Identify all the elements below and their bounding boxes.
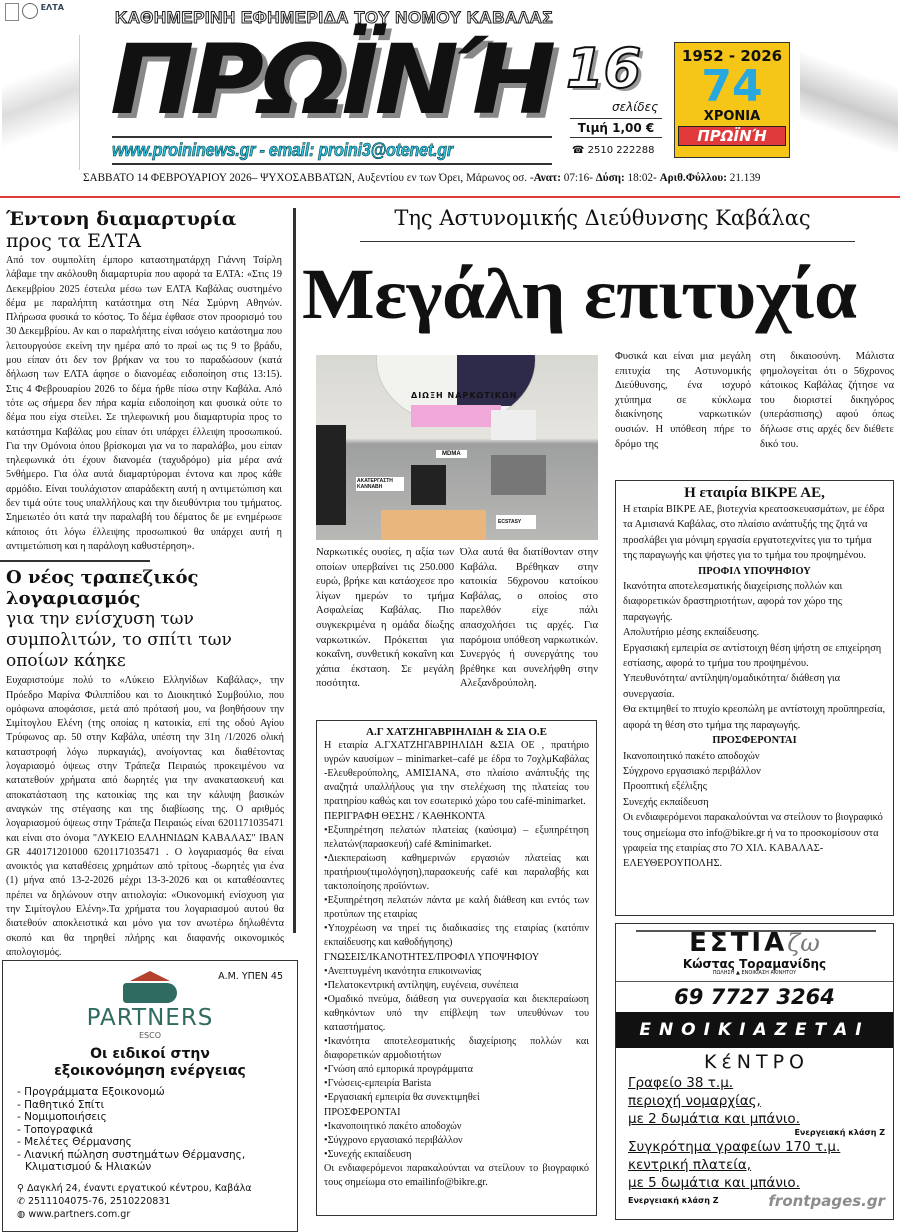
- offer-item: Συνεχής εκπαίδευση: [623, 796, 709, 808]
- ad-address: [17, 1182, 283, 1195]
- phone-icon: ✆: [17, 1195, 28, 1207]
- bikre-job-ad: [615, 480, 894, 916]
- right-column-ads: [615, 480, 894, 1220]
- story-kicker: Της Αστυνομικής Διεύθυνσης Καβάλας: [394, 206, 811, 230]
- photo-banner-text: ΔΙΩΞΗ ΝΑΡΚΩΤΙΚΩΝ: [411, 391, 518, 400]
- left-column: [2, 208, 298, 1220]
- profile-item: Απολυτήριο μέσης εκπαίδευσης.: [623, 627, 760, 639]
- service-item: - Τοπογραφικά: [17, 1123, 94, 1136]
- globe-icon: ◍: [17, 1208, 29, 1220]
- caricature-right: [800, 40, 898, 158]
- profile-item: Εργασιακή εμπειρία σε αντίστοιχη θέση ψήστη σε επιχείρηση εστίασης, αφορά το τμήμα του προψημένου.: [623, 642, 882, 670]
- article-body: Ευχαριστούμε πολύ το «Λύκειο Ελληνίδων Καβάλας», την Πρόεδρο Μαρίνα Φιλιππίδου και το Διοικητικό Συμβούλιο, που ομόφωνα αποφάσισε, μετά από πρότασή μου, να βοηθήσουν την Σιμίτογλου Ελένη (της οποίας η κατοικία, επί της οδού Αγίου Τρύφωνος αρ. 50 στην Καβάλα, υπέστη την 31η /1/2026 ολική καταστροφή λόγω πυρκαγιάς), ανοίγοντας και διαθέτοντας λογαριασμό όψεως στην Τράπεζα Πειραιώς προκειμένου να κατατεθούν χρήματα από δωρητές για την ανακατασκευή και αποκατάσταση της κατοικίας της και την κάλυψη βασικών αναγκών της στέγασης και της διαβίωσης της. Ο αριθμός λογαριασμού όψεως στην Τράπεζα Πειραιώς είναι 6201171035471 και είναι στο όνομα "ΛΥΚΕΙΟ ΕΛΛΗΝΙΔΩΝ ΚΑΒΑΛΑΣ" IBAN GR 440171201000 6201171035471 . Ο λογαριασμός θα είναι ανοικτός για καταθέσεις χρημάτων από τρίτους -δωρητές για ένα (1) μήνα από 13-2-2026 μέχρι 13-3-2026 και οι καταθέσαντες πρέπει να δηλώνουν στην αιτιολογία: «Οικονομική ενίσχυση για την Σιμίτογλου Ελένη».Τα χρήματα του λογαριασμού αυτού θα διατεθούν αποκλειστικά και μόνο για τον ανωτέρω δηλωθέντα σκοπό και θα τηρηθεί πλήρης και διαφανής οικονομικός απολογισμός.: [6, 675, 284, 958]
- sunset: 18:02-: [624, 172, 660, 184]
- estia-banner: ΕΝΟΙΚΙΑΖΕΤΑΙ: [616, 1012, 893, 1048]
- ad-title: Η εταιρία ΒΙΚΡΕ ΑΕ,: [684, 485, 825, 501]
- profile-item: Υπευθυνότητα/ αντίληψη/ομαδικότητα/ διάθεση για συνεργασία.: [623, 673, 841, 700]
- sunset-label: Δύση:: [595, 172, 625, 184]
- partners-ad: [2, 960, 298, 1232]
- ad-line: ΠΕΡΙΓΡΑΦΗ ΘΕΣΗΣ / ΚΑΘΗΚΟΝΤΑ: [324, 810, 486, 822]
- header-divider: [0, 196, 900, 198]
- service-item: - Παθητικό Σπίτι: [17, 1098, 105, 1111]
- story-column-3: Φυσικά και είναι μια μεγάλη επιτυχία της Αστυνομικής Διεύθυνσης, ένα ισχυρό χτύπημα σε κύκλωμα διακίνησης ναρκωτικών ουσιών. Η υπόθεση πήρε το δρόμο της: [615, 351, 751, 450]
- profile-item: Θα εκτιμηθεί το πτυχίο κρεοπώλη με αντίστοιχη προϋπηρεσία, αφορά τη θέση στο τμήμα της παραγωγής.: [623, 704, 886, 731]
- ad-line: •Ικανότητα αποτελεσματικής διαχείρισης πολλών και διαφορετικών αρμοδιοτήτων: [324, 1036, 589, 1062]
- estia-area: ΚέΝΤΡΟ: [704, 1051, 809, 1073]
- ad-line: ΠΡΟΣΦΕΡΟΝΤΑΙ: [324, 1106, 401, 1118]
- listing-line: με 2 δωμάτια και μπάνιο.: [628, 1111, 800, 1127]
- profile-item: Ικανότητα αποτελεσματικής διαχείρισης πολλών και διαφορετικών δραστηριοτήτων, αφορά τον χώρο της παραγωγής.: [623, 581, 843, 623]
- ad-license: Α.Μ. ΥΠΕΝ 45: [218, 971, 283, 983]
- article-body: Από τον συμπολίτη έμπορο καταστηματάρχη Γιάννη Τσίρλη λάβαμε την ακόλουθη διαμαρτυρία που αφορά τα ΕΛΤΑ: «Στις 19 Δεκεμβρίου 2025 έστειλα μέσω των ΕΛΤΑ Καβάλας συστημένο δέμα με παραλήπτη κατάστημα στη Νέα Σμύρνη Αθηνών. Πλήρωσα φυσικά το κόστος. Το δέμα έφθασε στον προορισμό του 30 Δεκεμβρίου. Αν και ο παραλήπτης είναι ισόγειο κατάστημα που λειτουργούσε εκείνη την ημέρα από το πρωί ως τις 9 το βράδυ, μου είπαν ότι δεν τον βρήκαν να του το παραδώσουν (κατά δήλωση των ΕΛΤΑ άφησε ο διανομέας ειδοποίηση στις 13:15). Στις 4 Φεβρουαρίου 2026 το δέμα ήρθε πίσω στην Καβάλα. Από τότε ως σήμερα δεν πήρα καμία ειδοποίηση και φυσικά ούτε το δέμα που είχα στείλει. Σε τηλεφωνική μου διαμαρτυρία προς το κατάστημα Καβάλας μου είπαν ότι υπάρχει έλλειψη προσωπικού. Για την Ομόνοια όπου βρίσκομαι για να το παραλάβω, μου είπαν τηλεφωνικά ότι έχουν διανομέα (ταχυδρόμο) μία μέρα ανά 5νθήμερο. Για όλα αυτά διαμαρτύρομαι έντονα και προς κάθε αρμόδιο. Είναι τουλάχιστον απαράδεκτη αυτή η αντιμετώπιση και δεν τιμά ούτε τους υπαλλήλους και την διευθύντρια του τμήματος. Σημειωτέο ότι κατά την παραλαβή του δέματος δε με ενημέρωσε κάποιος ότι λόγω έλλειψης προσωπικού θα υπάρχει αυτή η αντιμετώπιση και η παράλογη καθυστέρηση».: [6, 255, 282, 552]
- masthead-tagline: ΚΑΘΗΜΕΡΙΝΗ ΕΦΗΜΕΡΙΔΑ ΤΟΥ ΝΟΜΟΥ ΚΑΒΑΛΑΣ: [115, 8, 554, 27]
- listing-line: κεντρική πλατεία,: [628, 1157, 752, 1173]
- divider: [0, 560, 150, 562]
- phone: [572, 145, 654, 156]
- ad-line: ΓΝΩΣΕΙΣ/ΙΚΑΝΟΤΗΤΕΣ/ΠΡΟΦΙΛ ΥΠΟΨΗΦΙΟΥ: [324, 951, 540, 963]
- issue-number: 21.139: [726, 172, 761, 184]
- price: Τιμή 1,00 €: [570, 118, 662, 138]
- story-column-1: Ναρκωτικές ουσίες, η αξία των οποίων υπερβαίνει τις 250.000 ευρώ, βρήκε και κατάσχεσε προ λίγων ημερών το τμήμα Ασφαλείας Καβάλας. Πιο συγκεκριμένα η ομάδα δίωξης ναρκωτικών. Πρόκειται για κοκαΐνη, συνθετική κοκαΐνη και χάπια έκσταση. Σε μεγάλη ποσότητα.: [316, 547, 454, 690]
- offer-item: Προοπτική εξέλιξης: [623, 781, 707, 793]
- service-item: - Νομιμοποιήσεις: [17, 1111, 107, 1124]
- ad-line: •Πελατοκεντρική αντίληψη, ευγένεια, συνέπεια: [324, 979, 519, 991]
- estia-phone: 69 7727 3264: [674, 985, 835, 1009]
- masthead-web-email: [112, 136, 552, 165]
- ad-line: Οι ενδιαφερόμενοι παρακαλούνται να στείλουν το βιογραφικό τους σημείωμα στο emailinfo@bikre.gr.: [324, 1162, 589, 1188]
- caricature-left: [2, 35, 80, 170]
- ad-brand-sub: ESCO: [138, 1031, 161, 1041]
- article-subtitle: για την ενίσχυση των συμπολιτών, το σπίτι των οποίων κάηκε: [6, 609, 232, 672]
- masthead-logo: ΠΡΩΪΝΉ: [110, 24, 553, 136]
- anniversary-badge: [674, 42, 790, 158]
- issue-label: Αριθ.Φύλλου:: [659, 172, 727, 184]
- badge-brand: ΠΡΩΪΝΉ: [678, 126, 786, 146]
- kicker-rule: [360, 241, 855, 242]
- ad-tagline: Οι ειδικοί στην εξοικονόμηση ενέργειας: [54, 1046, 246, 1080]
- elta-label: ΕΛΤΑ: [40, 3, 64, 12]
- section-heading: ΠΡΟΣΦΕΡΟΝΤΑΙ: [712, 735, 797, 747]
- ad-line: •Διεκπεραίωση καθημερινών εργασιών πλατείας και πρατήριου(τιμολόγηση),παρασκευής café και παραλαβής και τακτοποίησης προϊόντων.: [324, 852, 589, 893]
- ad-line: •Γνώση από εμπορικά προγράμματα: [324, 1064, 473, 1076]
- phone-number: 2510 222288: [587, 145, 655, 156]
- estia-brand: ΕΣΤΙΑ: [689, 928, 788, 958]
- phone-text: 2511104075-76, 2510220831: [27, 1195, 171, 1207]
- estia-owner: Κώστας Τοραμανίδης: [682, 957, 827, 971]
- ad-brand: PARTNERS: [86, 1005, 214, 1032]
- listing-line: Συγκρότημα γραφείων 170 τ.μ.: [628, 1139, 841, 1155]
- section-heading: ΠΡΟΦΙΛ ΥΠΟΨΗΦΙΟΥ: [698, 565, 811, 577]
- story-column-2: Όλα αυτά θα διατίθονταν στην Καβάλα. Βρέθηκαν στην κατοικία 56χρονου κατοίκου Καβάλας, ο οποίος στο παρελθόν είχε πάλι απασχολήσει τις αρχές. Για παρόμοια υπόθεση ναρκωτικών. Συνεργός ή συνεργάτης του βρέθηκε και συνελήφθη στην Αλεξανδρούπολη.: [460, 547, 598, 690]
- roof-icon: [636, 930, 876, 932]
- estia-brand-script: ζω: [787, 929, 820, 957]
- service-item: - Λιανική πώληση συστημάτων Θέρμανσης, Κλιματισμού & Ηλιακών: [17, 1148, 246, 1174]
- photo-label: MDMA: [436, 450, 467, 458]
- ad-line: •Ικανοποιητικό πακέτο αποδοχών: [324, 1120, 462, 1132]
- ad-line: •Σύγχρονο εργασιακό περιβάλλον: [324, 1134, 463, 1146]
- ad-website: [17, 1208, 283, 1221]
- offer-item: Σύγχρονο εργασιακό περιβάλλον: [623, 765, 761, 777]
- ad-title: Α.Γ ΧΑΤΖΗΓΑΒΡΙΗΛΙΔΗ & ΣΙΑ Ο.Ε: [366, 726, 547, 738]
- ad-line: •Υποχρέωση να τηρεί τις διαδικασίες της εταιρίας (κατόπιν εκπαίδευσης και καθοδήγησης): [324, 923, 589, 949]
- story-column-4: στη δικαιοσύνη. Μάλιστα φημολογείται ότι ο 56χρονος κάτοικος Καβάλας ζήτησε να του διοριστεί δικηγόρος (υπεράσπισης) αφού όπως δήλωσε στις αρχές δεν διέθετε δικό του.: [760, 351, 894, 450]
- sunrise-label: Ανατ:: [533, 172, 561, 184]
- estia-owner-sub: ΠΩΛΗΣΗ ▲ ΕΝΟΙΚΙΑΣΗ ΑΚΙΝΗΤΟΥ: [712, 970, 797, 976]
- ad-line: •Εξυπηρέτηση πελατών πλατείας (καύσιμα) – εξυπηρέτηση πελατών(παρασκευή) café &minimarket.: [324, 824, 589, 850]
- sunrise: 07:16-: [560, 172, 596, 184]
- listing-line: περιοχή νομαρχίας,: [628, 1093, 761, 1109]
- energy-class: Ενεργειακή κλάση Ζ: [794, 1128, 885, 1137]
- ad-line: •Συνεχής εκπαίδευση: [324, 1148, 412, 1160]
- article-bank-account: [2, 567, 290, 960]
- ad-line: •Ομαδικό πνεύμα, διάθεση για συνεργασία και διεκπεραίωση καθηκόντων υπό την επίβλεψη των υπευθύνων του καταστήματος.: [324, 993, 589, 1033]
- offer-item: Ικανοποιητικό πακέτο αποδοχών: [623, 750, 760, 762]
- listing-line: με 5 δωμάτια και μπάνιο.: [628, 1175, 800, 1191]
- photo-label: ΑΚΑΤΕΡΓΑΣΤΗ ΚΑΝΝΑΒΗ: [356, 477, 404, 491]
- address-text: Δαγκλή 24, έναντι εργατικού κέντρου, Καβάλα: [26, 1182, 252, 1194]
- listing-line: Γραφείο 38 τ.μ.: [628, 1075, 734, 1091]
- ad-phone: [17, 1195, 283, 1208]
- website-text: www.partners.com.gr: [28, 1208, 131, 1220]
- date-text: ΣΑΒΒΑΤΟ 14 ΦΕΒΡΟΥΑΡΙΟΥ 2026– ΨΥΧΟΣΑΒΒΑΤΩΝ, Αυξεντίου εν των Όρει, Μάρωνος οσ. -: [83, 172, 534, 184]
- story-headline: Μεγάλη επιτυχία: [302, 254, 857, 334]
- badge-label: ΧΡΟΝΙΑ: [703, 109, 761, 124]
- article-elta: [2, 208, 290, 554]
- watermark: frontpages.gr: [768, 1192, 885, 1210]
- ad-intro: Η εταιρία ΒΙΚΡΕ ΑΕ, βιοτεχνία κρεατοσκευασμάτων, με έδρα τα Αμισιανά Καβάλας, στο πλαίσιο ανάπτυξής της ζητά να προσλάβει για μόνιμη εργασία εργατοτεχνίτες για το τμήμα της παραγωγής και ψήστες για το τμήμα του προψημένου.: [623, 504, 885, 562]
- location-pin-icon: ⚲: [17, 1182, 27, 1194]
- ad-line: Η εταιρία Α.ΓΧΑΤΖΗΓΑΒΡΙΗΛΙΔΗ &ΣΙΑ ΟΕ , πρατήριο υγρών καυσίμων – minimarket–café με έδρα το 7οχλμΚαβάλας -Ελευθερούπολης, ΑΜΙΣΙΑΝΑ, στο πλαίσιο ανάπτυξής της αναζητά υπαλλήλους για την στελέχωση της πλατείας του πρατηρίου καθώς και τον εσωτερικό χώρο του café-minimarket.: [324, 740, 589, 808]
- xatzigavrilidis-job-ad: [316, 720, 597, 1216]
- energy-class: Ενεργειακή κλάση Ζ: [628, 1196, 719, 1205]
- ad-line: •Ανεπτυγμένη ικανότητα επικοινωνίας: [324, 965, 482, 977]
- handshake-house-icon: [120, 971, 180, 1005]
- dateline: [83, 172, 898, 184]
- elta-logos: [5, 3, 100, 23]
- badge-count: 74: [701, 61, 763, 112]
- offer-item: Οι ενδιαφερόμενοι παρακαλούνται να στείλουν το βιογραφικό τους σημείωμα στο info@bikre.gr ή να το προσκομίσουν στα γραφεία της εταιρίας στο 7Ο ΧΙΛ. ΚΑΒΑΛΑΣ- ΕΛΕΥΘΕΡΟΥΠΟΛΗΣ.: [623, 812, 883, 870]
- service-item: - Προγράμματα Εξοικονομώ: [17, 1086, 165, 1099]
- web-email-text: www.proininews.gr - email: proini3@otenet.gr: [112, 140, 453, 160]
- article-title: Ο νέος τραπεζικός λογαριασμός: [6, 567, 199, 610]
- ad-services: [17, 1086, 283, 1174]
- photo-label: ECSTASY: [496, 515, 536, 529]
- article-subtitle: προς τα ΕΛΤΑ: [6, 230, 142, 252]
- page-count-label: σελίδες: [612, 100, 659, 114]
- ad-line: •Εξυπηρέτηση πελατών πάντα με καλή διάθεση και εντός των προτύπων της εταιρίας: [324, 895, 589, 921]
- story-photo: [316, 355, 598, 540]
- estia-real-estate-ad: [615, 923, 894, 1220]
- badge-years: 1952 - 2026: [681, 47, 783, 65]
- estia-footer-row: [628, 1192, 885, 1210]
- ad-line: •Εργασιακή εμπειρία θα συνεκτιμηθεί: [324, 1092, 480, 1104]
- phone-icon: ☎: [572, 145, 588, 156]
- service-item: - Μελέτες Θέρμανσης: [17, 1136, 132, 1149]
- article-title: Έντονη διαμαρτυρία: [6, 208, 237, 230]
- page-count: 16: [566, 37, 642, 100]
- ad-line: •Γνώσεις-εμπειρία Barista: [324, 1078, 432, 1090]
